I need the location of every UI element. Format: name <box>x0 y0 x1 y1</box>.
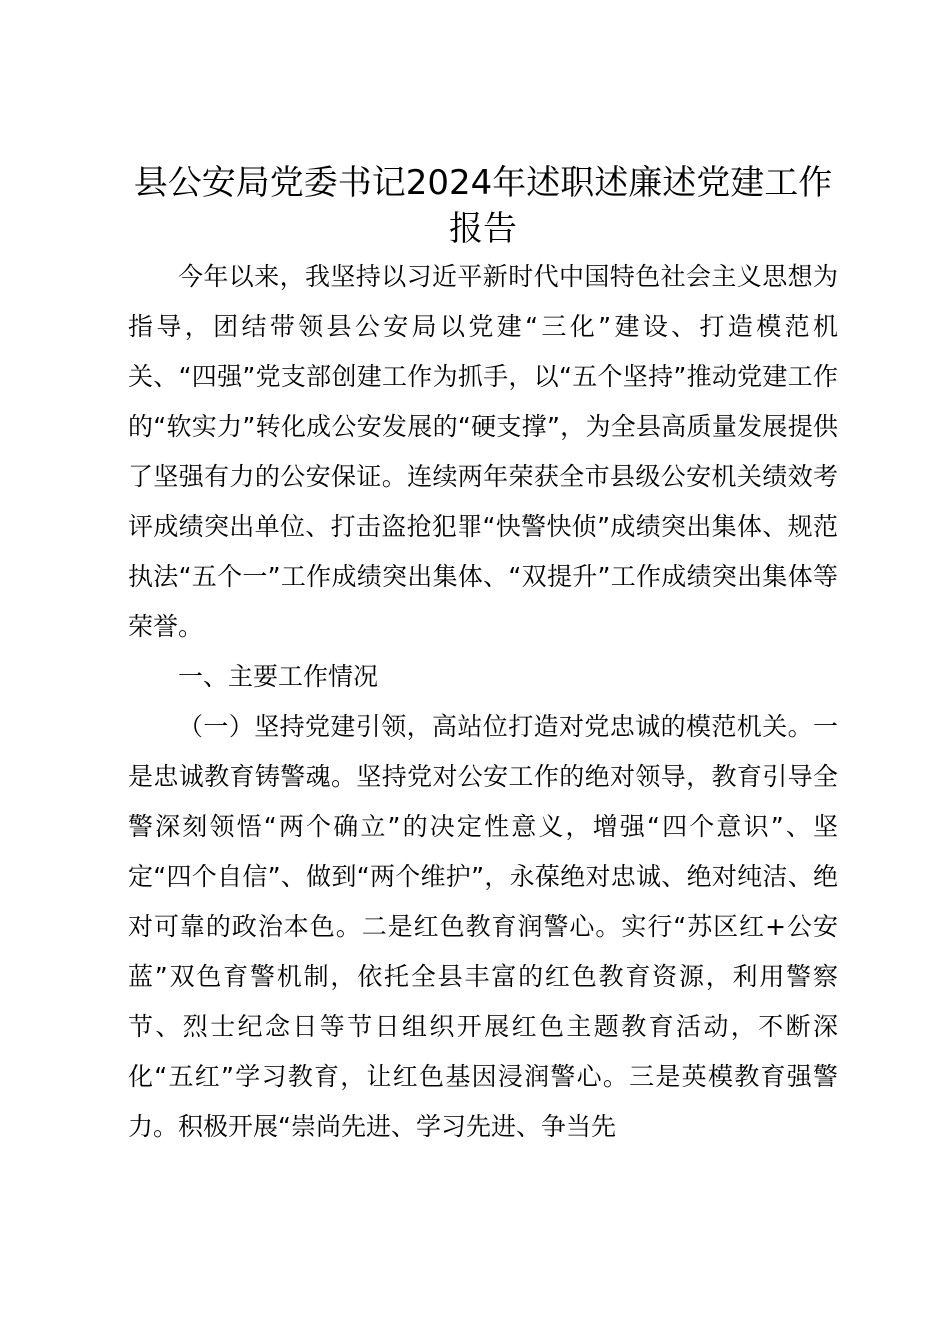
intro-paragraph: 今年以来，我坚持以习近平新时代中国特色社会主义思想为指导，团结带领县公安局以党建“三化”建设、打造模范机关、“四强”党支部创建工作为抓手，以“五个坚持”推动党建工作的“软实力”转化成公安发展的“硬支撑”，为全县高质量发展提供了坚强有力的公安保证。连续两年荣获全市县级公安机关绩效考评成绩突出单位、打击盗抢犯罪“快警快侦”成绩突出集体、规范执法“五个一”工作成绩突出集体、“双提升”工作成绩突出集体等荣誉。 <box>128 262 838 641</box>
section-heading: 一、主要工作情况 <box>178 662 379 691</box>
body-paragraph: （一）坚持党建引领，高站位打造对党忠诚的模范机关。一是忠诚教育铸警魂。坚持党对公安工作的绝对领导，教育引导全警深刻领悟“两个确立”的决定性意义，增强“四个意识”、坚定“四个自信”、做到“两个维护”，永葆绝对忠诚、绝对纯洁、绝对可靠的政治本色。二是红色教育润警心。实行“苏区红+公安蓝”双色育警机制，依托全县丰富的红色教育资源，利用警察节、烈士纪念日等节日组织开展红色主题教育活动，不断深化“五红”学习教育，让红色基因浸润警心。三是英模教育强警力。积极开展“崇尚先进、学习先进、争当先 <box>128 712 838 1141</box>
document-title: 县公安局党委书记2024年述职述廉述党建工作报告 <box>133 163 833 249</box>
document-page <box>128 160 838 1152</box>
